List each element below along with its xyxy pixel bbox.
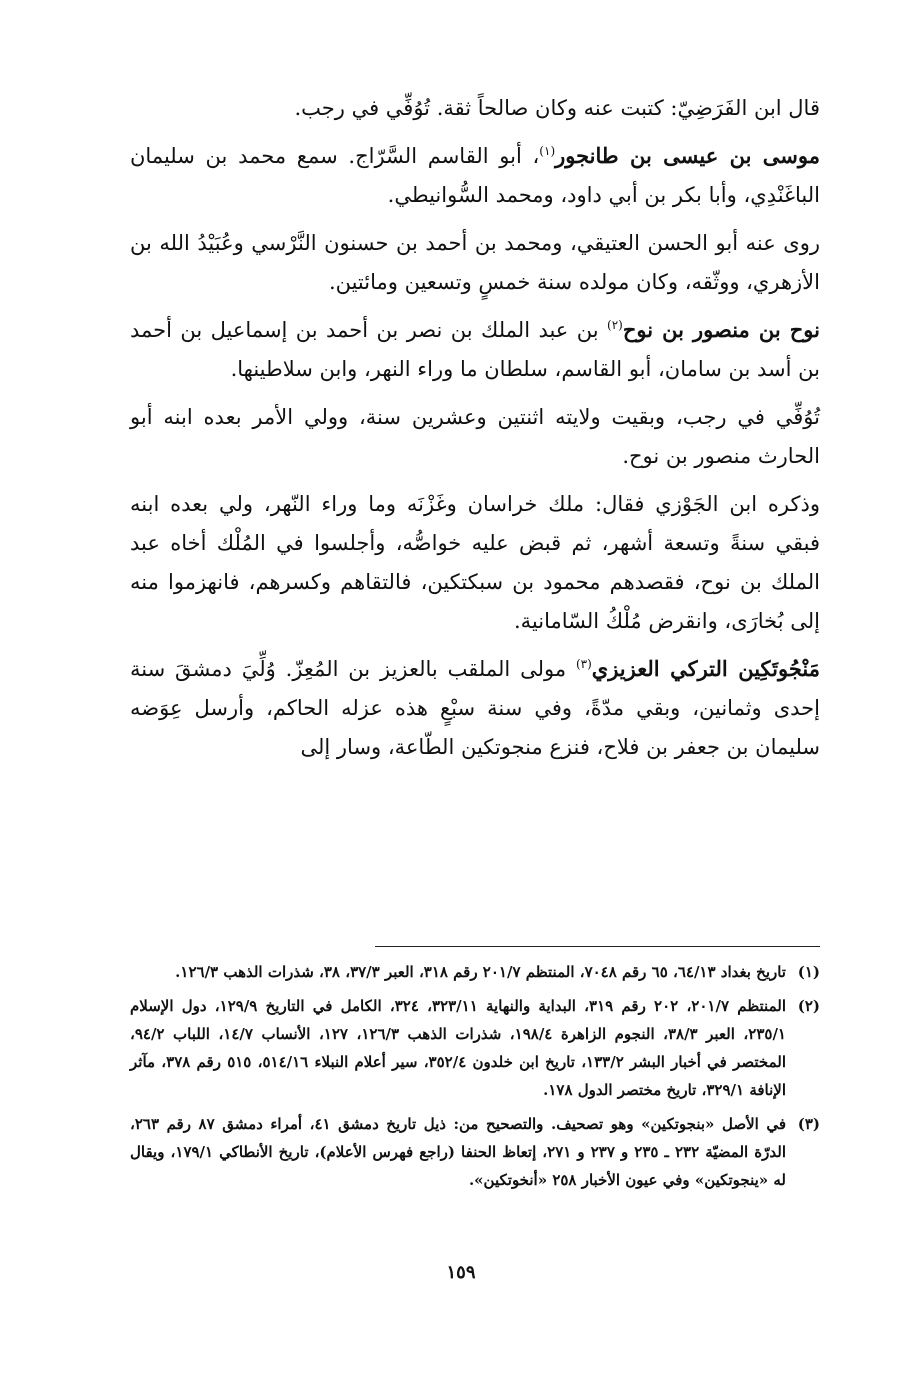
paragraph-4	[130, 310, 820, 389]
paragraph-1	[130, 88, 820, 128]
paragraph-text: تُوُفِّي في رجب، وبقيت ولايته اثنتين وعشرين سنة، وولي الأمر بعده ابنه أبو الحارث منصور بن نوح.	[130, 405, 820, 468]
footnote-number: (١)	[797, 963, 820, 981]
paragraph-text: بن عبد الملك بن نصر بن أحمد بن إسماعيل بن أحمد بن أسد بن سامان، أبو القاسم، سلطان ما وراء النهر، وابن سلاطينها.	[130, 318, 820, 381]
entry-name: مَنْجُوتَكِين التركي العزيزي	[591, 656, 820, 681]
footnote-ref: (٢)	[607, 318, 623, 332]
book-page	[130, 88, 820, 1189]
paragraph-6	[130, 484, 820, 641]
footnote-divider	[375, 946, 820, 947]
paragraph-text: وذكره ابن الجَوْزي فقال: ملك خراسان وغَزْنَه وما وراء النّهر، ولي بعده ابنه فبقي سنةً وتسعة أشهر، ثم قبض عليه خواصُّه، وأجلسوا في المُلْك أخاه عبد الملك بن نوح، فقصدهم محمود بن سبكتكين، فالتقاهم وكسرهم، فانهزموا منه إلى بُخارَى، وانقرض مُلْكُ السّامانية.	[130, 492, 820, 633]
footnote-text: المنتظم ٢٠١/٧، ٢٠٢ رقم ٣١٩، البداية والنهاية ٣٢٣/١١، ٣٢٤، الكامل في التاريخ ١٢٩/٩، دول الإسلام ٢٣٥/١، العبر ٣٨/٣، النجوم الزاهرة ١٩٨/٤، شذرات الذهب ١٢٦/٣، ١٢٧، الأنساب ١٤/٧، اللباب ٩٤/٢، المختصر في أخبار البشر ١٣٣/٢، تاريخ ابن خلدون ٣٥٢/٤، سير أعلام النبلاء ٥١٤/١٦، ٥١٥ رقم ٣٧٨، مآثر الإنافة ٣٢٩/١، تاريخ مختصر الدول ١٧٨.	[130, 997, 786, 1099]
paragraph-text: مولى الملقب بالعزيز بن المُعِزّ. وُلِّيَ دمشقَ سنة إحدى وثمانين، وبقي مدّةً، وفي سنة سبْعٍ هذه عزله الحاكم، وأرسل عِوَضه سليمان بن جعفر بن فلاح، فنزع منجوتكين الطّاعة، وسار إلى	[130, 657, 820, 759]
footnote	[130, 992, 820, 1104]
paragraph-7	[130, 649, 820, 767]
paragraph-3	[130, 223, 820, 302]
paragraph-2	[130, 136, 820, 215]
main-text	[130, 88, 820, 767]
footnote-text: تاريخ بغداد ٦٤/١٣، ٦٥ رقم ٧٠٤٨، المنتظم ٢٠١/٧ رقم ٣١٨، العبر ٣٧/٣، ٣٨، شذرات الذهب ١٢٦/٣.	[175, 963, 786, 981]
paragraph-5	[130, 397, 820, 476]
footnote-number: (٢)	[797, 997, 820, 1015]
paragraph-text: قال ابن الفَرَضِيّ: كتبت عنه وكان صالحاً ثقة. تُوُفِّي في رجب.	[294, 96, 820, 120]
footnotes	[130, 958, 820, 1200]
footnote	[130, 1110, 820, 1194]
entry-name: موسى بن عيسى بن طانجور	[555, 143, 820, 168]
footnote-text: في الأصل «بنجوتكين» وهو تصحيف. والتصحيح من: ذيل تاريخ دمشق ٤١، أمراء دمشق ٨٧ رقم ٢٦٣، الدرّة المضيّة ٢٣٢ ـ ٢٣٥ و ٢٣٧ و ٢٧١، إتعاظ الحنفا (راجع فهرس الأعلام)، تاريخ الأنطاكي ١٧٩/١، ويقال له «ينجوتكين» وفي عيون الأخبار ٢٥٨ «أنخوتكين».	[130, 1115, 787, 1189]
footnote	[130, 958, 820, 986]
entry-name: نوح بن منصور بن نوح	[622, 317, 820, 342]
paragraph-text: روى عنه أبو الحسن العتيقي، ومحمد بن أحمد بن حسنون النَّرْسي وعُبَيْدُ الله بن الأزهري، ووثّقه، وكان مولده سنة خمسٍ وتسعين ومائتين.	[130, 231, 820, 294]
page-number: ١٥٩	[446, 1262, 476, 1283]
footnote-ref: (٣)	[575, 657, 592, 671]
footnote-number: (٣)	[797, 1115, 820, 1133]
footnote-ref: (١)	[539, 144, 556, 158]
paragraph-text: ، أبو القاسم السَّرّاج. سمع محمد بن سليمان الباغَنْدِي، وأبا بكر بن أبي داود، ومحمد السُّوانيطي.	[130, 144, 820, 207]
